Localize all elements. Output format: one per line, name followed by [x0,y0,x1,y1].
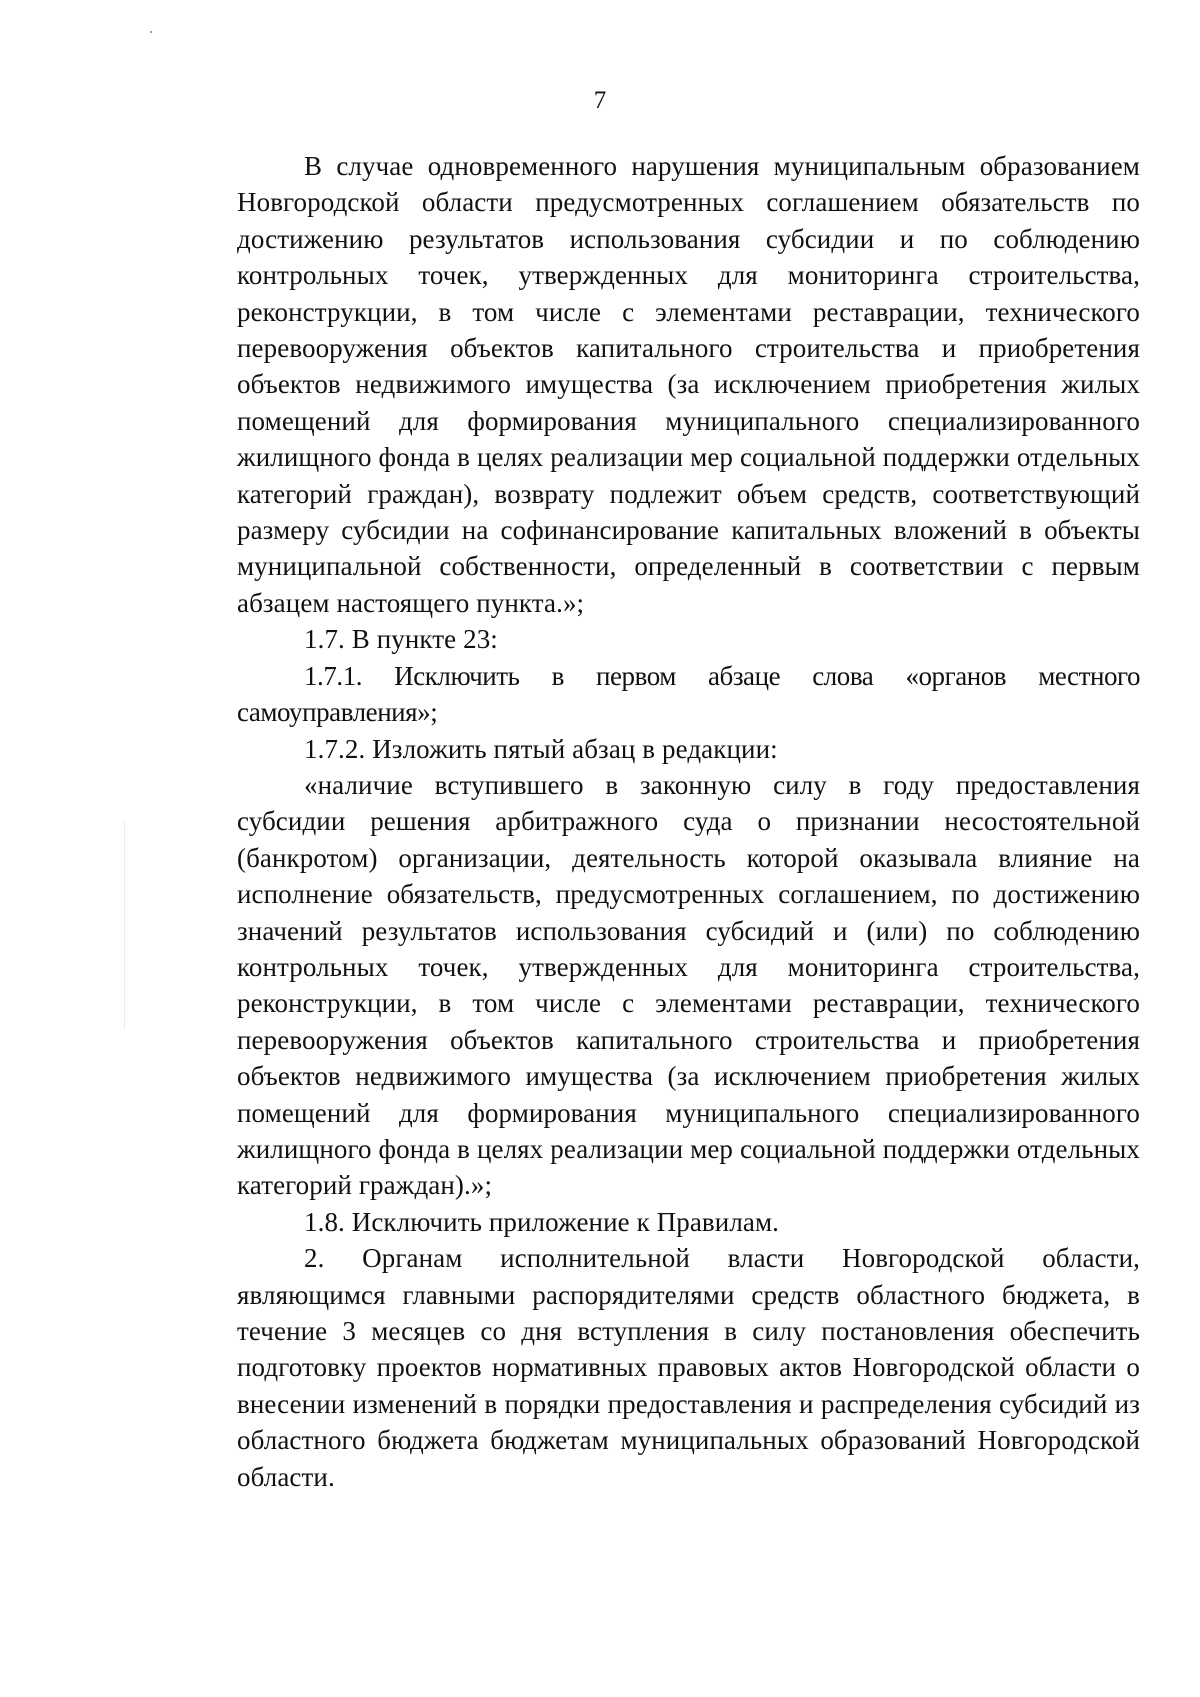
paragraph-item-2: 2. Органам исполнительной власти Новгородской области, являющимся главными распорядителями средств областного бюджета, в течение 3 месяцев со дня вступления в силу постановления обеспечить подготовку проектов нормативных правовых актов Новгородской области о внесении изменений в порядки предоставления и распределения субсидий из областного бюджета бюджетам муниципальных образований Новгородской области. [237,1243,1140,1492]
paragraph-item-1-7-2: 1.7.2. Изложить пятый абзац в редакции: [304,733,778,764]
paragraph-item-1-7-1: 1.7.1. Исключить в первом абзаце слова «органов местного самоуправления»; [237,660,1140,728]
paragraph-refund-rule: В случае одновременного нарушения муниципальным образованием Новгородской области предусмотренных соглашением обязательств по достижению результатов использования субсидии и по соблюдению контрольных точек, утвержденных для мониторинга строительства, реконструкции, в том числе с элементами реставрации, технического перевооружения объектов капитального строительства и приобретения объектов недвижимого имущества (за исключением приобретения жилых помещений для формирования муниципального специализированного жилищного фонда в целях реализации мер социальной поддержки отдельных категорий граждан), возврату подлежит объем средств, соответствующий размеру субсидии на софинансирование капитальных вложений в объекты муниципальной собственности, определенный в соответствии с первым абзацем настоящего пункта.»; [237,151,1140,618]
page-number: 7 [593,87,607,114]
scan-speck [150,31,152,33]
paragraph-item-1-8: 1.8. Исключить приложение к Правилам. [304,1206,780,1237]
paragraph-quoted-fifth-abzac: «наличие вступившего в законную силу в году предоставления субсидии решения арбитражного суда о признании несостоятельной (банкротом) организации, деятельность которой оказывала влияние на исполнение обязательств, предусмотренных соглашением, по достижению значений результатов использования субсидий и (или) по соблюдению контрольных точек, утвержденных для мониторинга строительства, реконструкции, в том числе с элементами реставрации, технического перевооружения объектов капитального строительства и приобретения объектов недвижимого имущества (за исключением приобретения жилых помещений для формирования муниципального специализированного жилищного фонда в целях реализации мер социальной поддержки отдельных категорий граждан).»; [237,769,1140,1201]
scan-artifact-line [124,820,125,1030]
document-body [237,148,1140,1495]
paragraph-item-1-7: 1.7. В пункте 23: [304,624,498,655]
